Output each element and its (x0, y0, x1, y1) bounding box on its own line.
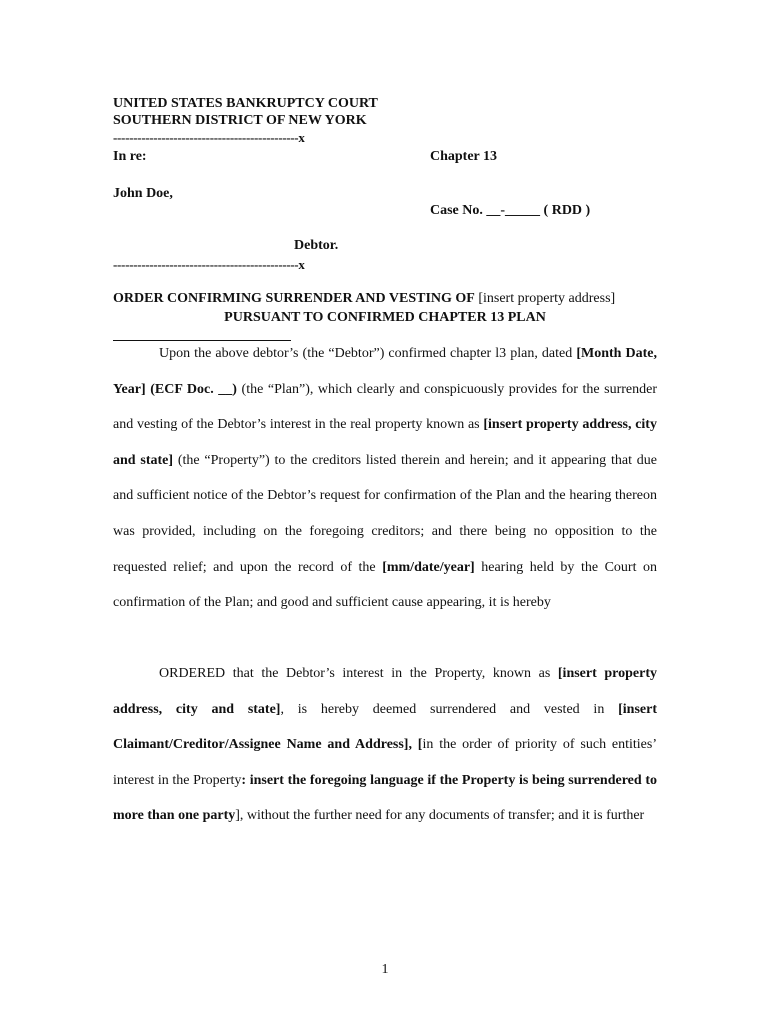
ordered-text-4: ], without the further need for any documents of transfer; and it is further (235, 808, 645, 824)
property-address-placeholder-2: [insert property address, city and state] (113, 666, 658, 717)
recital-text-2: (the “Plan”), which clearly and conspicuously provides for the surrender and vesting of the Debtor’s interest in the real property known as (113, 381, 657, 433)
caption-rule-top: ----------------------------------------------x (113, 130, 305, 145)
recital-text-3: (the “Property”) to the creditors listed therein and herein; and it appearing that due and sufficient notice of the Debtor’s request for confirmation of the Plan and the hearing thereon was provided, including on the foregoing creditors; and there being no opposition to the requested relief; and upon the record of the (113, 452, 657, 575)
ordered-text-2: , is hereby deemed surrendered and vested in (280, 701, 619, 717)
claimant-placeholder: [insert Claimant/Creditor/Assignee Name and Address], [ (113, 701, 657, 753)
multiple-party-instruction: : insert the foregoing language if the Property is being surrendered to more than one party (113, 772, 657, 824)
debtor-label: Debtor. (294, 238, 339, 253)
caption-rule-bottom: ----------------------------------------------x (113, 257, 305, 272)
court-name-line-1: UNITED STATES BANKRUPTCY COURT (113, 96, 378, 111)
ordered-paragraph (113, 656, 657, 834)
recital-text-1: Upon the above debtor’s (the “Debtor”) confirmed chapter l3 plan, dated (159, 346, 577, 361)
in-re-label: In re: (113, 149, 147, 164)
property-address-placeholder: [insert property address, city and state] (113, 417, 657, 468)
page-number: 1 (381, 962, 389, 977)
ordered-text-3: in the order of priority of such entities’ interest in the Property (113, 737, 658, 788)
hearing-date-placeholder: [mm/date/year] (382, 559, 475, 575)
order-title-bold: ORDER CONFIRMING SURRENDER AND VESTING OF (113, 291, 475, 306)
recital-paragraph (113, 336, 657, 621)
plan-date-placeholder: [Month Date, Year] (ECF Doc. __) (113, 346, 657, 397)
court-name-line-2: SOUTHERN DISTRICT OF NEW YORK (113, 113, 367, 128)
ordered-text-1: ORDERED that the Debtor’s interest in the Property, known as (159, 666, 558, 681)
debtor-name: John Doe, (113, 186, 173, 201)
case-number: Case No. __-_____ ( RDD ) (430, 203, 591, 218)
order-title-line-2: PURSUANT TO CONFIRMED CHAPTER 13 PLAN (224, 310, 546, 325)
recital-text-4: hearing held by the Court on confirmation of the Plan; and good and sufficient cause appearing, it is hereby (113, 559, 658, 611)
chapter-label: Chapter 13 (430, 149, 498, 164)
order-title-placeholder: [insert property address] (474, 291, 616, 306)
order-title-line-1 (113, 290, 615, 307)
